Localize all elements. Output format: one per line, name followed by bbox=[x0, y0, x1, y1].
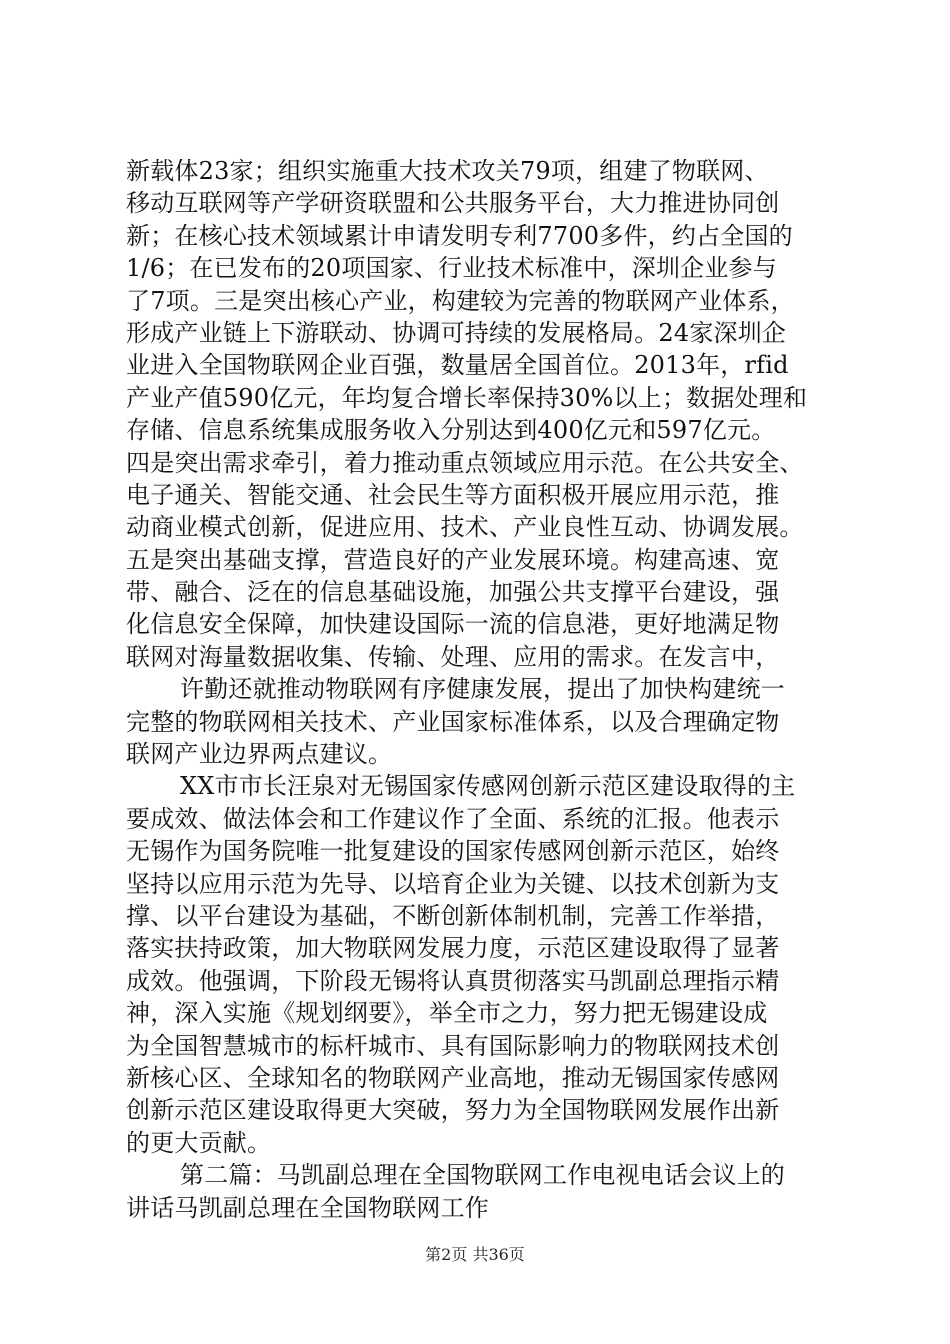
text-line: 讲话马凯副总理在全国物联网工作 bbox=[126, 1193, 489, 1222]
text-line: 新；在核心技术领域累计申请发明专利7700多件，约占全国的 bbox=[126, 221, 793, 250]
text-line: 为全国智慧城市的标杆城市、具有国际影响力的物联网技术创 bbox=[126, 1031, 780, 1060]
text-line: 新核心区、全球知名的物联网产业高地，推动无锡国家传感网 bbox=[126, 1063, 780, 1092]
text-line: XX市市长汪泉对无锡国家传感网创新示范区建设取得的主 bbox=[180, 772, 796, 801]
text-line: 带、融合、泛在的信息基础设施，加强公共支撑平台建设，强 bbox=[126, 578, 780, 607]
text-line: 完整的物联网相关技术、产业国家标准体系，以及合理确定物 bbox=[126, 707, 780, 736]
text-line: 的更大贡献。 bbox=[126, 1128, 272, 1157]
text-line: 形成产业链上下游联动、协调可持续的发展格局。24家深圳企 bbox=[126, 318, 787, 347]
text-line: 动商业模式创新，促进应用、技术、产业良性互动、协调发展。 bbox=[126, 513, 804, 542]
text-line: 坚持以应用示范为先导、以培育企业为关键、以技术创新为支 bbox=[126, 869, 780, 898]
text-line: 联网对海量数据收集、传输、处理、应用的需求。在发言中， bbox=[126, 642, 780, 671]
text-line: 化信息安全保障，加快建设国际一流的信息港，更好地满足物 bbox=[126, 610, 780, 639]
text-line: 撑、以平台建设为基础，不断创新体制机制，完善工作举措， bbox=[126, 901, 780, 930]
text-line: 落实扶持政策，加大物联网发展力度，示范区建设取得了显著 bbox=[126, 934, 780, 963]
text-line: 四是突出需求牵引，着力推动重点领域应用示范。在公共安全、 bbox=[126, 448, 804, 477]
text-line: 了7项。三是突出核心产业，构建较为完善的物联网产业体系， bbox=[126, 286, 795, 315]
text-line: 产业产值590亿元，年均复合增长率保持30%以上；数据处理和 bbox=[126, 383, 808, 412]
text-line: 创新示范区建设取得更大突破，努力为全国物联网发展作出新 bbox=[126, 1096, 780, 1125]
text-line: 成效。他强调，下阶段无锡将认真贯彻落实马凯副总理指示精 bbox=[126, 966, 780, 995]
document-body bbox=[126, 155, 846, 1224]
text-line: 第二篇：马凯副总理在全国物联网工作电视电话会议上的 bbox=[180, 1161, 785, 1190]
text-line: 无锡作为国务院唯一批复建设的国家传感网创新示范区，始终 bbox=[126, 837, 780, 866]
text-line: 1/6；在已发布的20项国家、行业技术标准中，深圳企业参与 bbox=[126, 254, 777, 283]
text-line: 新载体23家；组织实施重大技术攻关79项，组建了物联网、 bbox=[126, 157, 769, 185]
text-line: 神，深入实施《规划纲要》，举全市之力，努力把无锡建设成 bbox=[126, 999, 768, 1028]
text-line: 电子通关、智能交通、社会民生等方面积极开展应用示范，推 bbox=[126, 480, 780, 509]
text-line: 要成效、做法体会和工作建议作了全面、系统的汇报。他表示 bbox=[126, 804, 780, 833]
page-footer: 第2页 共36页 bbox=[425, 1245, 525, 1264]
text-line: 业进入全国物联网企业百强，数量居全国首位。2013年，rfid bbox=[126, 351, 789, 380]
text-line: 移动互联网等产学研资联盟和公共服务平台，大力推进协同创 bbox=[126, 189, 780, 218]
text-line: 五是突出基础支撑，营造良好的产业发展环境。构建高速、宽 bbox=[126, 545, 780, 574]
text-line: 许勤还就推动物联网有序健康发展，提出了加快构建统一 bbox=[180, 675, 785, 704]
text-line: 存储、信息系统集成服务收入分别达到400亿元和597亿元。 bbox=[126, 416, 776, 445]
text-line: 联网产业边界两点建议。 bbox=[126, 740, 393, 769]
